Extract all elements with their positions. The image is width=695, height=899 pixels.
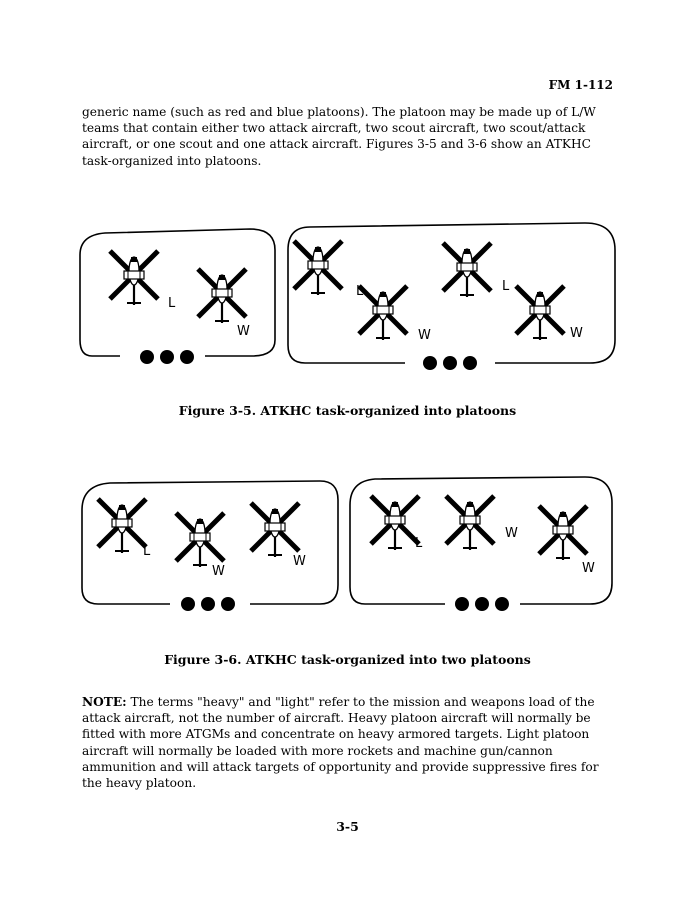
platoon-boundary-left: [82, 481, 338, 604]
lead-label: L: [168, 296, 176, 311]
attack-helicopter-icon: [359, 286, 407, 340]
continuation-dot: [475, 597, 489, 611]
page-number: 3-5: [336, 819, 359, 834]
body-paragraph: generic name (such as red and blue platoons). The platoon may be made up of L/W teams that contain either two attack aircraft, two scout aircraft, two scout/attack aircraft, or one scout and one attack aircraft. Figures 3-5 and 3-6 show an ATKHC task-organized into platoons.: [82, 105, 596, 168]
continuation-dot: [180, 350, 194, 364]
wing-label: W: [570, 326, 583, 341]
document-id: FM 1-112: [548, 78, 613, 92]
continuation-dot: [463, 356, 477, 370]
lead-label: L: [415, 536, 423, 551]
wing-label: W: [212, 564, 225, 579]
wing-label: W: [418, 328, 431, 343]
lead-label: L: [502, 279, 510, 294]
attack-helicopter-icon: [443, 243, 491, 297]
figure-3-5-caption: Figure 3-5. ATKHC task-organized into platoons: [178, 403, 517, 418]
note-text: The terms "heavy" and "light" refer to the mission and weapons load of the attack aircraft, not the number of aircraft. Heavy platoon aircraft will normally be fitted with more ATGMs and concentrate on heavy armored targets. Light platoon aircraft will normally be loaded with more rockets and machine gun/cannon ammunition and will attack targets of opportunity and provide suppressive fires for the heavy platoon.: [82, 695, 599, 791]
continuation-dot: [160, 350, 174, 364]
wing-label: W: [582, 561, 595, 576]
attack-helicopter-icon: [294, 241, 342, 295]
continuation-dot: [181, 597, 195, 611]
note-paragraph: [82, 694, 617, 791]
attack-helicopter-icon: [516, 286, 564, 340]
continuation-dot: [455, 597, 469, 611]
attack-helicopter-icon: [371, 496, 419, 550]
figure-3-6-diagram: [0, 465, 695, 625]
attack-helicopter-icon: [98, 499, 146, 553]
attack-helicopter-icon: [539, 506, 587, 560]
continuation-dot: [443, 356, 457, 370]
figure-3-6-caption: Figure 3-6. ATKHC task-organized into two platoons: [164, 652, 531, 667]
figure-3-5-diagram: [0, 215, 695, 390]
continuation-dot: [423, 356, 437, 370]
continuation-dot: [221, 597, 235, 611]
attack-helicopter-icon: [251, 503, 299, 557]
wing-label: W: [293, 554, 306, 569]
wing-label: W: [505, 526, 518, 541]
continuation-dot: [201, 597, 215, 611]
attack-helicopter-icon: [110, 251, 158, 305]
note-label: NOTE:: [82, 695, 127, 709]
attack-helicopter-icon: [446, 496, 494, 550]
continuation-dot: [140, 350, 154, 364]
attack-helicopter-icon: [198, 269, 246, 323]
continuation-dot: [495, 597, 509, 611]
attack-helicopter-icon: [176, 513, 224, 567]
lead-label: L: [143, 544, 151, 559]
lead-label: L: [356, 284, 364, 299]
wing-label: W: [237, 324, 250, 339]
